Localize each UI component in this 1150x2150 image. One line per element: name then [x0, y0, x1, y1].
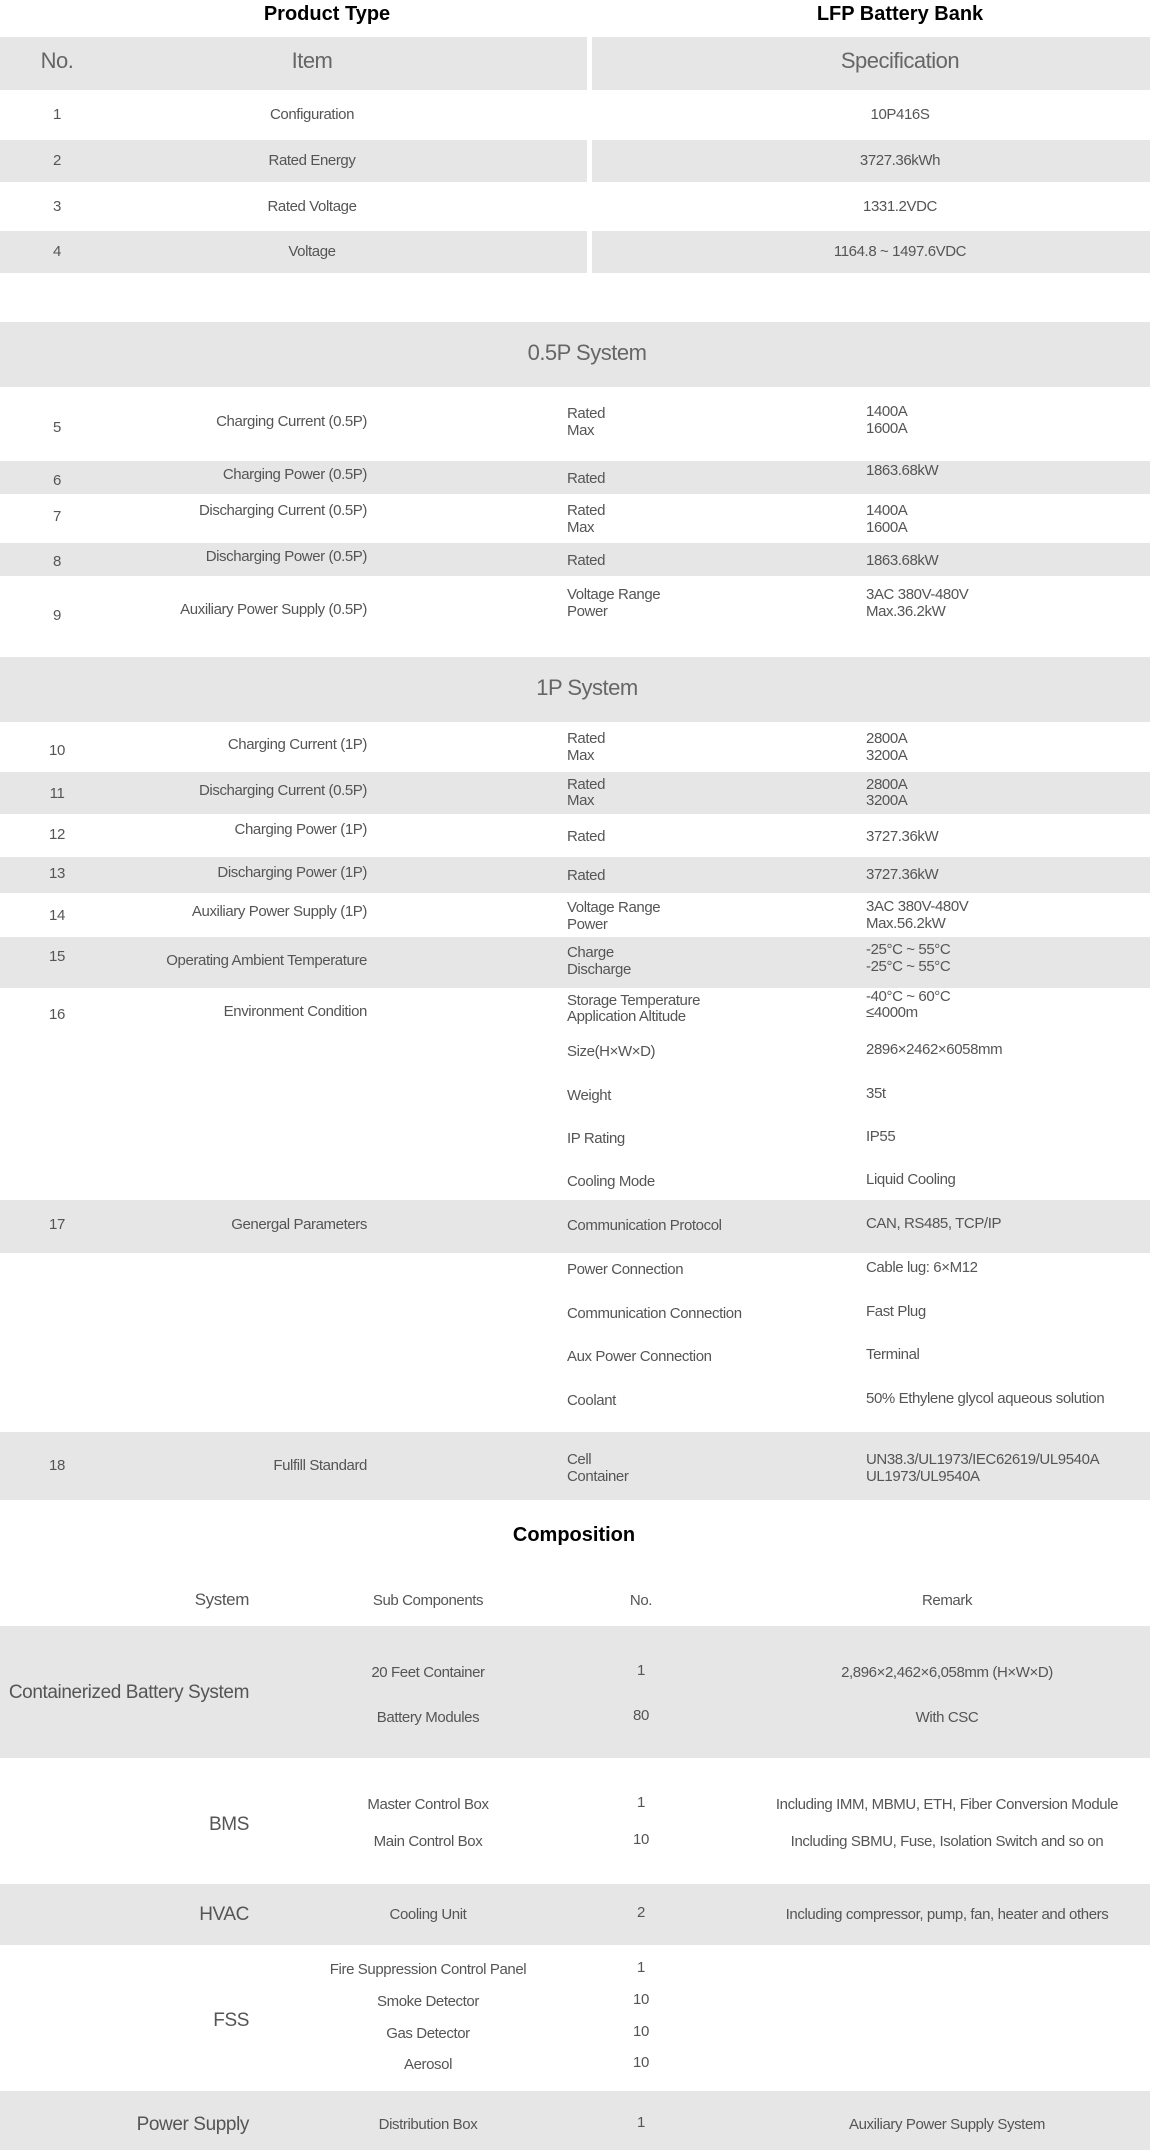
row-values [866, 403, 907, 437]
row-sub-labels [567, 730, 605, 764]
sub-label: Charge [567, 944, 614, 961]
sub-label: Application Altitude [567, 1008, 686, 1025]
row-number: 8 [53, 553, 61, 570]
composition-sub-component: Distribution Box [378, 2116, 478, 2133]
column-header-no: No. [40, 48, 74, 73]
spec-row [0, 893, 1150, 937]
composition-system: BMS [209, 1814, 249, 1835]
composition-quantity: 10 [633, 2054, 649, 2071]
row-item: Auxiliary Power Supply (1P) [191, 903, 367, 920]
composition-sub-component: Aerosol [403, 2056, 453, 2073]
sub-value: 2800A [866, 730, 908, 747]
composition-system: FSS [213, 2010, 249, 2031]
row-item: Charging Power (1P) [234, 821, 367, 838]
sub-value: 3AC 380V-480V [866, 586, 969, 603]
composition-system: Power Supply [136, 2114, 249, 2135]
sub-value: -25°C ~ 55°C [866, 941, 951, 958]
sub-label: Rated [567, 828, 606, 845]
sub-value: 1600A [866, 420, 908, 437]
section-header-05p [0, 322, 1150, 387]
row-values [866, 989, 950, 1021]
row-sub-labels [567, 552, 605, 569]
sub-value: 1863.68kW [866, 552, 939, 569]
row-item: Operating Ambient Temperature [166, 952, 367, 969]
spec-row [0, 814, 1150, 857]
sub-label: Max [567, 422, 595, 439]
row-item: Discharging Current (0.5P) [198, 782, 367, 799]
sub-label: Cell [567, 1451, 592, 1468]
row-number: 14 [49, 907, 65, 924]
row-value: 10P416S [870, 106, 930, 123]
composition-remark: Including IMM, MBMU, ETH, Fiber Conversion Module [775, 1796, 1119, 1813]
row-item: Discharging Power (1P) [217, 864, 367, 881]
row-values [866, 777, 907, 809]
composition-quantity: 10 [633, 1831, 649, 1848]
row-number: 13 [49, 865, 65, 882]
row-number: 4 [53, 243, 61, 260]
sub-label: Storage Temperature [567, 992, 701, 1009]
row-item: Rated Energy [268, 152, 356, 169]
sub-label: Max [567, 792, 595, 809]
sub-label: Rated [567, 867, 606, 884]
sub-label: Max [567, 747, 595, 764]
row-item: Voltage [288, 243, 336, 260]
row-item: Charging Power (0.5P) [222, 466, 367, 483]
spec-row [0, 494, 1150, 543]
sub-value: 3200A [866, 792, 908, 809]
composition-quantity: 80 [633, 1707, 649, 1724]
sub-label: Rated [567, 776, 606, 793]
row-sub-labels [567, 828, 605, 845]
sub-value: 3727.36kW [866, 828, 939, 845]
sub-label: Rated [567, 730, 606, 747]
row-number: 12 [49, 826, 65, 843]
sub-value: ≤4000m [866, 1004, 918, 1021]
sub-label: Rated [567, 552, 606, 569]
row-item: Fulfill Standard [273, 1457, 367, 1474]
composition-remark: Auxiliary Power Supply System [849, 2116, 1045, 2133]
row-values [866, 502, 907, 536]
row-sub-labels [567, 405, 605, 439]
row-number: 1 [53, 106, 61, 123]
section-title-1p: 1P System [536, 675, 638, 700]
composition-header-remark: Remark [921, 1592, 973, 1609]
composition-group [0, 1758, 1150, 1884]
param-label: Power Connection [567, 1261, 684, 1278]
row-values [866, 586, 968, 620]
composition-sub-component: 20 Feet Container [371, 1664, 485, 1681]
composition-sub-component: Fire Suppression Control Panel [329, 1961, 527, 1978]
row-sub-labels [567, 899, 660, 933]
product-type-value: LFP Battery Bank [816, 3, 984, 25]
param-label: Aux Power Connection [567, 1348, 712, 1365]
column-header-specification: Specification [840, 48, 960, 73]
param-value: CAN, RS485, TCP/IP [866, 1215, 1002, 1232]
sub-value: -40°C ~ 60°C [866, 988, 951, 1005]
param-label: IP Rating [567, 1130, 625, 1147]
product-type-label: Product Type [263, 3, 391, 25]
spec-row [0, 576, 1150, 657]
sub-value: Max.56.2kW [866, 915, 946, 932]
row-number: 6 [53, 472, 61, 489]
sub-label: Rated [567, 405, 606, 422]
row-item: Charging Current (0.5P) [216, 413, 367, 430]
composition-quantity: 1 [637, 1662, 645, 1679]
composition-sub-component: Smoke Detector [377, 1993, 479, 2010]
param-label: Size(H×W×D) [567, 1043, 656, 1060]
composition-quantity: 1 [637, 2114, 645, 2131]
spec-row [0, 937, 1150, 988]
row-sub-labels [567, 777, 605, 809]
composition-sub-component: Master Control Box [367, 1796, 489, 1813]
row-values [866, 898, 968, 932]
composition-title: Composition [512, 1524, 636, 1546]
composition-sub-component: Main Control Box [373, 1833, 483, 1850]
sub-value: 3200A [866, 747, 908, 764]
sub-value: -25°C ~ 55°C [866, 958, 951, 975]
row-values [866, 552, 938, 569]
row-item: Configuration [269, 106, 355, 123]
row-item: Genergal Parameters [231, 1216, 367, 1233]
sub-label: Voltage Range [567, 586, 661, 603]
row-sub-labels [567, 993, 700, 1025]
sub-value: 1600A [866, 519, 908, 536]
sub-value: 3AC 380V-480V [866, 898, 969, 915]
sub-value: 3727.36kW [866, 866, 939, 883]
row-number: 2 [53, 152, 61, 169]
param-value: Fast Plug [866, 1303, 926, 1320]
sub-label: Power [567, 603, 608, 620]
sub-value: Max.36.2kW [866, 603, 946, 620]
sub-label: Power [567, 916, 608, 933]
composition-quantity: 1 [637, 1794, 645, 1811]
composition-remark: Including SBMU, Fuse, Isolation Switch and so on [790, 1833, 1104, 1850]
section-title-05p: 0.5P System [527, 340, 647, 365]
row-sub-labels [567, 1451, 628, 1485]
sub-value: 1400A [866, 502, 908, 519]
spec-row [0, 387, 1150, 461]
composition-quantity: 10 [633, 1991, 649, 2008]
fulfill-standard-row [0, 1432, 1150, 1500]
param-label: Cooling Mode [567, 1173, 655, 1190]
row-item: Discharging Power (0.5P) [205, 548, 367, 565]
row-item: Discharging Current (0.5P) [198, 502, 367, 519]
composition-remark: 2,896×2,462×6,058mm (H×W×D) [841, 1664, 1053, 1681]
spec-row [0, 722, 1150, 772]
composition-quantity: 1 [637, 1959, 645, 1976]
row-number: 16 [49, 1006, 65, 1023]
row-sub-labels [567, 944, 631, 978]
spec-row [0, 543, 1150, 576]
section-header-1p [0, 657, 1150, 722]
param-value: 35t [866, 1085, 886, 1102]
column-header-item: Item [291, 48, 333, 73]
spec-row [0, 772, 1150, 814]
sub-label: Container [567, 1468, 629, 1485]
row-number: 15 [49, 948, 65, 965]
row-number: 18 [49, 1457, 65, 1474]
sub-value: UN38.3/UL1973/IEC62619/UL9540A [866, 1451, 1100, 1468]
row-number: 11 [49, 785, 65, 802]
param-value: IP55 [866, 1128, 896, 1145]
row-number: 7 [53, 508, 61, 525]
param-value: 50% Ethylene glycol aqueous solution [866, 1390, 1105, 1407]
composition-quantity: 10 [633, 2023, 649, 2040]
composition-group [0, 1945, 1150, 2091]
row-values [866, 866, 938, 883]
sub-label: Discharge [567, 961, 631, 978]
row-item: Charging Current (1P) [227, 736, 367, 753]
row-values [866, 462, 938, 479]
spec-row [0, 857, 1150, 893]
spec-row [0, 461, 1150, 494]
composition-group [0, 1884, 1150, 1945]
composition-quantity: 2 [637, 1904, 645, 1921]
sub-label: Rated [567, 502, 606, 519]
composition-sub-component: Cooling Unit [389, 1906, 467, 1923]
sub-label: Rated [567, 470, 606, 487]
sub-value: 1863.68kW [866, 462, 939, 479]
row-item: Auxiliary Power Supply (0.5P) [180, 601, 367, 618]
sub-label: Max [567, 519, 595, 536]
composition-system: Containerized Battery System [8, 1682, 249, 1703]
row-values [866, 1451, 1099, 1485]
param-value: 2896×2462×6058mm [866, 1041, 1003, 1058]
row-number: 17 [49, 1216, 65, 1233]
row-values [866, 730, 907, 764]
composition-header-no: No. [629, 1592, 653, 1609]
row-item: Rated Voltage [267, 198, 357, 215]
param-label: Coolant [567, 1392, 616, 1409]
row-number: 5 [53, 419, 61, 436]
composition-remark: Including compressor, pump, fan, heater and others [785, 1906, 1109, 1923]
row-number: 10 [49, 742, 65, 759]
row-number: 9 [53, 607, 61, 624]
row-value: 3727.36kWh [859, 152, 941, 169]
sub-value: 1400A [866, 403, 908, 420]
composition-remark: With CSC [915, 1709, 979, 1726]
param-value: Cable lug: 6×M12 [866, 1259, 978, 1276]
composition-sub-component: Gas Detector [386, 2025, 470, 2042]
param-label: Communication Connection [567, 1305, 742, 1322]
param-value: Liquid Cooling [866, 1171, 956, 1188]
row-sub-labels [567, 867, 605, 884]
row-sub-labels [567, 470, 605, 487]
composition-header-sub-components: Sub Components [372, 1592, 484, 1609]
row-values [866, 941, 950, 975]
row-sub-labels [567, 586, 660, 620]
row-sub-labels [567, 502, 605, 536]
sub-value: 2800A [866, 776, 908, 793]
sub-value: UL1973/UL9540A [866, 1468, 980, 1485]
param-value: Terminal [866, 1346, 920, 1363]
row-item: Environment Condition [223, 1003, 367, 1020]
row-number: 3 [53, 198, 61, 215]
sub-label: Voltage Range [567, 899, 661, 916]
composition-group [0, 2091, 1150, 2150]
composition-group [0, 1626, 1150, 1758]
param-label: Communication Protocol [567, 1217, 722, 1234]
spec-row [0, 988, 1150, 1036]
row-value: 1164.8 ~ 1497.6VDC [833, 243, 967, 260]
row-value: 1331.2VDC [863, 198, 937, 215]
composition-system: HVAC [199, 1904, 249, 1925]
composition-header-system: System [194, 1590, 249, 1609]
param-label: Weight [567, 1087, 612, 1104]
row-values [866, 828, 938, 845]
composition-sub-component: Battery Modules [376, 1709, 480, 1726]
